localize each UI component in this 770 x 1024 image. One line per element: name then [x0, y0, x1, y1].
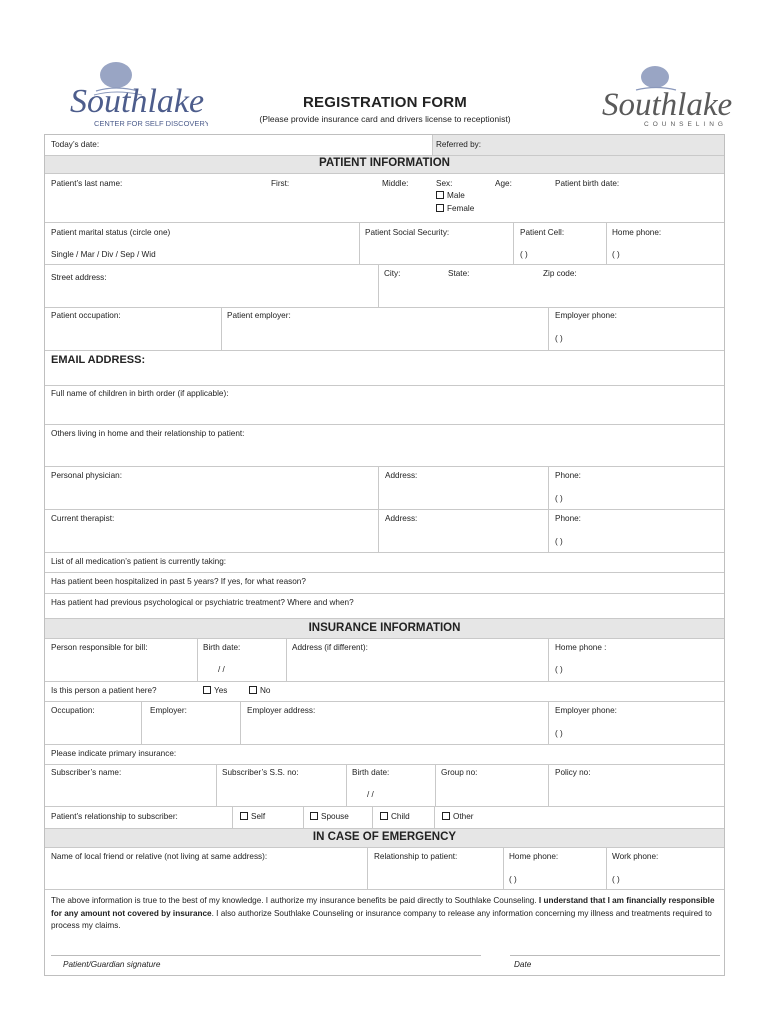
- sex-label: Sex:: [436, 179, 453, 188]
- last-name-field[interactable]: Patient’s last name:: [51, 179, 123, 188]
- ins-employer-address-field[interactable]: Employer address:: [247, 706, 316, 715]
- state-field[interactable]: State:: [448, 269, 470, 278]
- emergency-work-phone-field[interactable]: Work phone:: [612, 852, 659, 861]
- email-address-field[interactable]: EMAIL ADDRESS:: [51, 354, 146, 366]
- employer-field[interactable]: Patient employer:: [227, 311, 291, 320]
- southlake-counseling-logo: [600, 63, 742, 128]
- physician-field[interactable]: Personal physician:: [51, 471, 122, 480]
- relationship-spouse-checkbox[interactable]: Spouse: [310, 812, 349, 821]
- social-security-field[interactable]: Patient Social Security:: [365, 228, 450, 237]
- occupation-field[interactable]: Patient occupation:: [51, 311, 121, 320]
- registration-form-frame: [44, 134, 725, 976]
- zip-code-field[interactable]: Zip code:: [543, 269, 577, 278]
- checkbox-icon: [436, 204, 444, 212]
- birth-date-field[interactable]: Patient birth date:: [555, 179, 620, 188]
- is-patient-label: Is this person a patient here?: [51, 686, 157, 695]
- insurance-info-heading: INSURANCE INFORMATION: [308, 622, 461, 634]
- relationship-other-checkbox[interactable]: Other: [442, 812, 473, 821]
- relationship-self-checkbox[interactable]: Self: [240, 812, 265, 821]
- responsible-home-phone-blank: ( ): [555, 665, 563, 674]
- signature-date-field[interactable]: Date: [514, 960, 532, 969]
- sex-male-checkbox[interactable]: Male: [436, 191, 465, 200]
- emergency-home-phone-blank: ( ): [509, 875, 517, 884]
- therapist-phone-blank: ( ): [555, 537, 563, 546]
- marital-status-label: Patient marital status (circle one): [51, 228, 171, 237]
- emergency-relationship-field[interactable]: Relationship to patient:: [374, 852, 458, 861]
- therapist-address-field[interactable]: Address:: [385, 514, 418, 523]
- referred-by-field[interactable]: Referred by:: [436, 140, 482, 149]
- physician-phone-field[interactable]: Phone:: [555, 471, 581, 480]
- relationship-child-checkbox[interactable]: Child: [380, 812, 410, 821]
- checkbox-icon: [249, 686, 257, 694]
- logo-right-tagline: COUNSELING: [644, 121, 727, 128]
- employer-phone-blank: ( ): [555, 334, 563, 343]
- checkbox-icon: [240, 812, 248, 820]
- children-field[interactable]: Full name of children in birth order (if applicable):: [51, 389, 229, 398]
- checkbox-icon: [436, 191, 444, 199]
- responsible-birth-date-field[interactable]: Birth date:: [203, 643, 241, 652]
- physician-address-field[interactable]: Address:: [385, 471, 418, 480]
- emergency-heading: IN CASE OF EMERGENCY: [312, 831, 457, 843]
- subscriber-name-field[interactable]: Subscriber’s name:: [51, 768, 122, 777]
- financial-responsibility-text: I understand that I am financially responsible for any amount not covered by insurance: [51, 896, 715, 918]
- ins-employer-field[interactable]: Employer:: [150, 706, 187, 715]
- home-phone-blank: ( ): [612, 250, 620, 259]
- group-no-field[interactable]: Group no:: [441, 768, 478, 777]
- subscriber-birth-date-blank: / /: [367, 790, 374, 799]
- checkbox-icon: [380, 812, 388, 820]
- physician-phone-blank: ( ): [555, 494, 563, 503]
- logo-left-tagline: CENTER FOR SELF DISCOVERY: [94, 119, 208, 128]
- emergency-contact-field[interactable]: Name of local friend or relative (not living at same address):: [51, 852, 268, 861]
- todays-date-field[interactable]: Today’s date:: [51, 140, 100, 149]
- subscriber-ss-field[interactable]: Subscriber’s S.S. no:: [222, 768, 299, 777]
- primary-insurance-field[interactable]: Please indicate primary insurance:: [51, 749, 177, 758]
- authorization-statement: The above information is true to the best of my knowledge. I authorize my insurance benefits be paid directly to Southlake Counseling. I understand that I am financially responsible for any amount not covered by insurance. I also authorize Southlake Counseling or insurance company to release any information concerning my illness and treatments required to process my claims.: [51, 896, 715, 930]
- is-patient-no-checkbox[interactable]: No: [249, 686, 270, 695]
- checkbox-icon: [442, 812, 450, 820]
- emergency-work-phone-blank: ( ): [612, 875, 620, 884]
- therapist-field[interactable]: Current therapist:: [51, 514, 115, 523]
- sex-female-checkbox[interactable]: Female: [436, 204, 474, 213]
- employer-phone-field[interactable]: Employer phone:: [555, 311, 617, 320]
- responsible-address-field[interactable]: Address (if different):: [292, 643, 368, 652]
- ins-employer-phone-field[interactable]: Employer phone:: [555, 706, 617, 715]
- southlake-center-logo: [66, 55, 208, 130]
- city-field[interactable]: City:: [384, 269, 401, 278]
- patient-cell-blank: ( ): [520, 250, 528, 259]
- ins-occupation-field[interactable]: Occupation:: [51, 706, 95, 715]
- first-name-field[interactable]: First:: [271, 179, 290, 188]
- policy-no-field[interactable]: Policy no:: [555, 768, 591, 777]
- hospitalized-field[interactable]: Has patient been hospitalized in past 5 years? If yes, for what reason?: [51, 577, 306, 586]
- home-phone-field[interactable]: Home phone:: [612, 228, 662, 237]
- therapist-phone-field[interactable]: Phone:: [555, 514, 581, 523]
- is-patient-yes-checkbox[interactable]: Yes: [203, 686, 227, 695]
- responsible-birth-date-blank: / /: [218, 665, 225, 674]
- emergency-home-phone-field[interactable]: Home phone:: [509, 852, 559, 861]
- signature-field[interactable]: Patient/Guardian signature: [63, 960, 161, 969]
- subscriber-birth-date-field[interactable]: Birth date:: [352, 768, 390, 777]
- previous-treatment-field[interactable]: Has patient had previous psychological or psychiatric treatment? Where and when?: [51, 598, 354, 607]
- patient-info-heading: PATIENT INFORMATION: [319, 157, 450, 169]
- logo-left-name: Southlake: [70, 83, 205, 120]
- marital-status-options[interactable]: Single / Mar / Div / Sep / Wid: [51, 250, 156, 259]
- patient-cell-field[interactable]: Patient Cell:: [520, 228, 565, 237]
- checkbox-icon: [310, 812, 318, 820]
- logo-right-name: Southlake: [602, 87, 733, 123]
- responsible-person-field[interactable]: Person responsible for bill:: [51, 643, 148, 652]
- medications-field[interactable]: List of all medication’s patient is currently taking:: [51, 557, 227, 566]
- checkbox-icon: [203, 686, 211, 694]
- responsible-home-phone-field[interactable]: Home phone :: [555, 643, 607, 652]
- street-address-field[interactable]: Street address:: [51, 273, 107, 282]
- age-field[interactable]: Age:: [495, 179, 512, 188]
- middle-name-field[interactable]: Middle:: [382, 179, 409, 188]
- ins-employer-phone-blank: ( ): [555, 729, 563, 738]
- form-title: REGISTRATION FORM: [303, 94, 467, 111]
- others-in-home-field[interactable]: Others living in home and their relationship to patient:: [51, 429, 245, 438]
- form-subtitle: (Please provide insurance card and drivers license to receptionist): [259, 114, 511, 124]
- relationship-label: Patient’s relationship to subscriber:: [51, 812, 178, 821]
